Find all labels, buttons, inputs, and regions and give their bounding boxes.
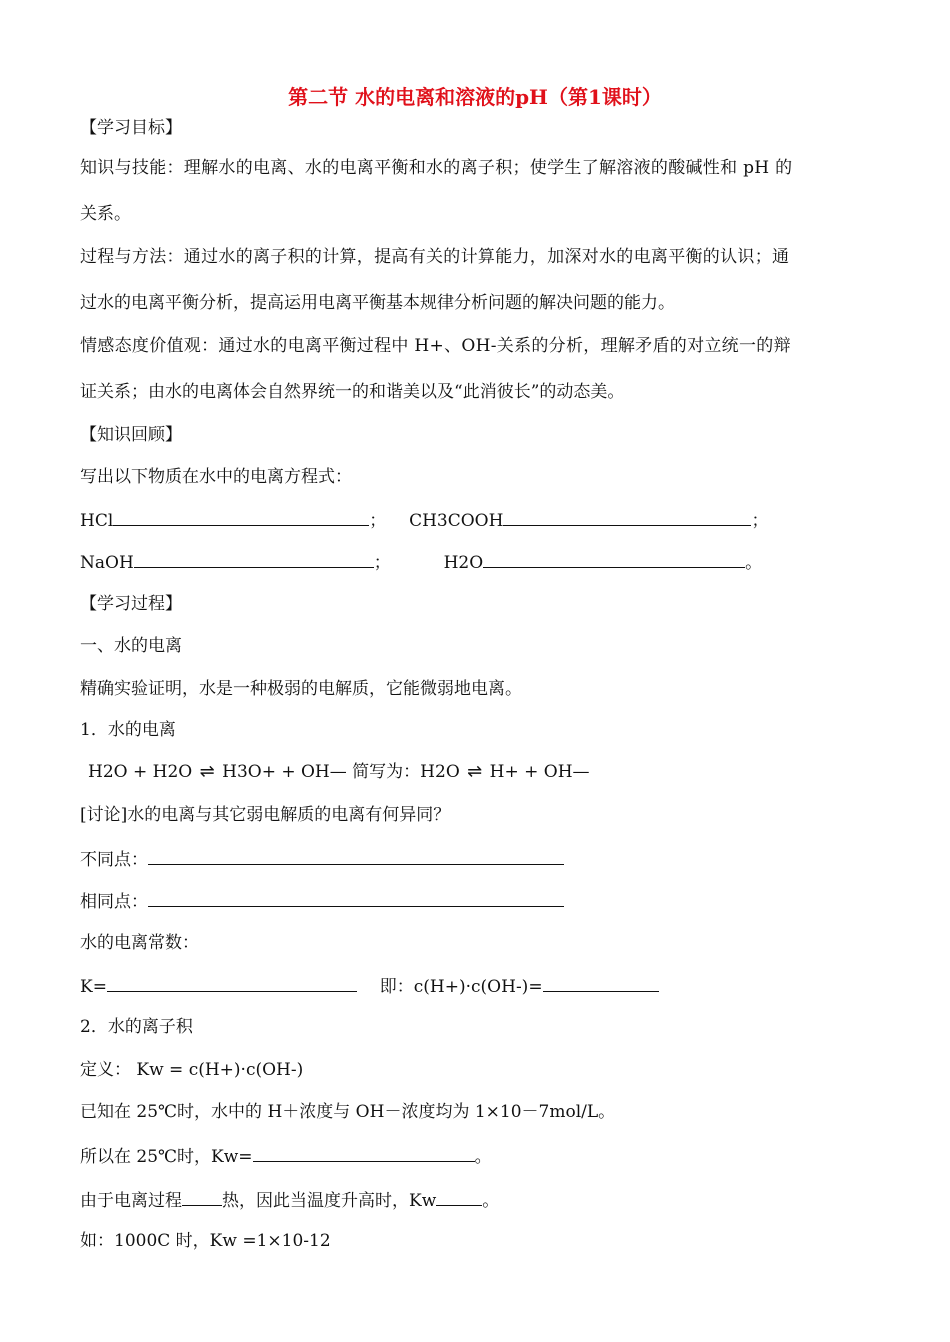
ch3cooh-answer-blank[interactable] xyxy=(503,507,751,526)
k-label: K= xyxy=(80,977,107,997)
objectives-heading: 【学习目标】 xyxy=(80,118,182,138)
eq-short-right: H+ + OH— xyxy=(489,762,590,782)
hcl-label: HCl xyxy=(80,511,114,531)
section-water-ionization: 一、水的电离 xyxy=(80,636,182,656)
heat-text-2: 热，因此当温度升高时，Kw xyxy=(222,1191,437,1211)
different-answer-blank[interactable] xyxy=(148,846,564,865)
different-label: 不同点： xyxy=(80,850,148,870)
review-row-1 xyxy=(80,507,768,533)
heat-text-1: 由于电离过程 xyxy=(80,1191,182,1211)
objective-emotion-line1: 情感态度价值观：通过水的电离平衡过程中 H+、OH-关系的分析，理解矛盾的对立统一的辩 xyxy=(80,336,791,356)
h2o-answer-blank[interactable] xyxy=(483,549,745,568)
k-answer-blank[interactable] xyxy=(107,973,357,992)
equilibrium-arrow-icon: ⇌ xyxy=(199,761,215,782)
eq-left: H2O + H2O xyxy=(88,762,193,782)
equilibrium-arrow-icon: ⇌ xyxy=(467,761,483,782)
process-heading: 【学习过程】 xyxy=(80,594,182,614)
kw-definition: 定义： Kw = c(H+)·c(OH-) xyxy=(80,1060,304,1080)
review-prompt: 写出以下物质在水中的电离方程式： xyxy=(80,467,352,487)
ch3cooh-label: CH3COOH xyxy=(409,511,504,531)
period: 。 xyxy=(745,553,763,573)
review-heading: 【知识回顾】 xyxy=(80,425,182,445)
ionization-constant-label: 水的电离常数： xyxy=(80,933,199,953)
kw-answer-blank[interactable] xyxy=(253,1143,475,1162)
h2o-label: H2O xyxy=(443,553,484,573)
heat-blank[interactable] xyxy=(182,1187,222,1206)
objective-process-line2: 过水的电离平衡分析，提高运用电离平衡基本规律分析问题的解决问题的能力。 xyxy=(80,293,675,313)
heat-row xyxy=(80,1187,499,1213)
objective-knowledge-line1: 知识与技能：理解水的电离、水的电离平衡和水的离子积；使学生了解溶液的酸碱性和 pH 的 xyxy=(80,158,793,178)
subsection-1: 1．水的电离 xyxy=(80,720,176,740)
ionization-equation xyxy=(88,760,590,784)
kw-label: 所以在 25℃时，Kw= xyxy=(80,1147,253,1167)
review-row-2 xyxy=(80,549,762,575)
same-label: 相同点： xyxy=(80,892,148,912)
objective-emotion-line2: 证关系；由水的电离体会自然界统一的和谐美以及“此消彼长”的动态美。 xyxy=(80,382,625,402)
kw-trend-blank[interactable] xyxy=(436,1187,482,1206)
eq-short-label: 简写为：H2O xyxy=(352,762,460,782)
semicolon: ； xyxy=(373,553,391,573)
discussion-question: [讨论]水的电离与其它弱电解质的电离有何异同？ xyxy=(80,805,451,825)
kw-example: 如：1000C 时，Kw =1×10-12 xyxy=(80,1231,331,1251)
naoh-answer-blank[interactable] xyxy=(134,549,374,568)
objective-process-line1: 过程与方法：通过水的离子积的计算，提高有关的计算能力，加深对水的电离平衡的认识；通 xyxy=(80,247,790,267)
heat-text-3: 。 xyxy=(482,1191,500,1211)
period: 。 xyxy=(474,1147,492,1167)
k-product-blank[interactable] xyxy=(543,973,659,992)
known-concentration: 已知在 25℃时，水中的 H＋浓度与 OH－浓度均为 1×10－7mol/L。 xyxy=(80,1102,616,1122)
k-product-label: 即：c(H+)·c(OH-)= xyxy=(379,977,543,997)
semicolon: ； xyxy=(751,511,769,531)
document-title: 第二节 水的电离和溶液的pH（第1课时） xyxy=(288,85,662,109)
hcl-answer-blank[interactable] xyxy=(113,507,369,526)
objective-knowledge-line2: 关系。 xyxy=(80,204,131,224)
semicolon: ； xyxy=(369,511,387,531)
intro-text: 精确实验证明，水是一种极弱的电解质，它能微弱地电离。 xyxy=(80,679,522,699)
eq-right: H3O+ + OH— xyxy=(222,762,347,782)
different-row xyxy=(80,846,564,872)
naoh-label: NaOH xyxy=(80,553,134,573)
same-answer-blank[interactable] xyxy=(148,888,564,907)
k-row xyxy=(80,973,659,999)
same-row xyxy=(80,888,564,914)
kw-row xyxy=(80,1143,492,1169)
subsection-2: 2．水的离子积 xyxy=(80,1017,193,1037)
